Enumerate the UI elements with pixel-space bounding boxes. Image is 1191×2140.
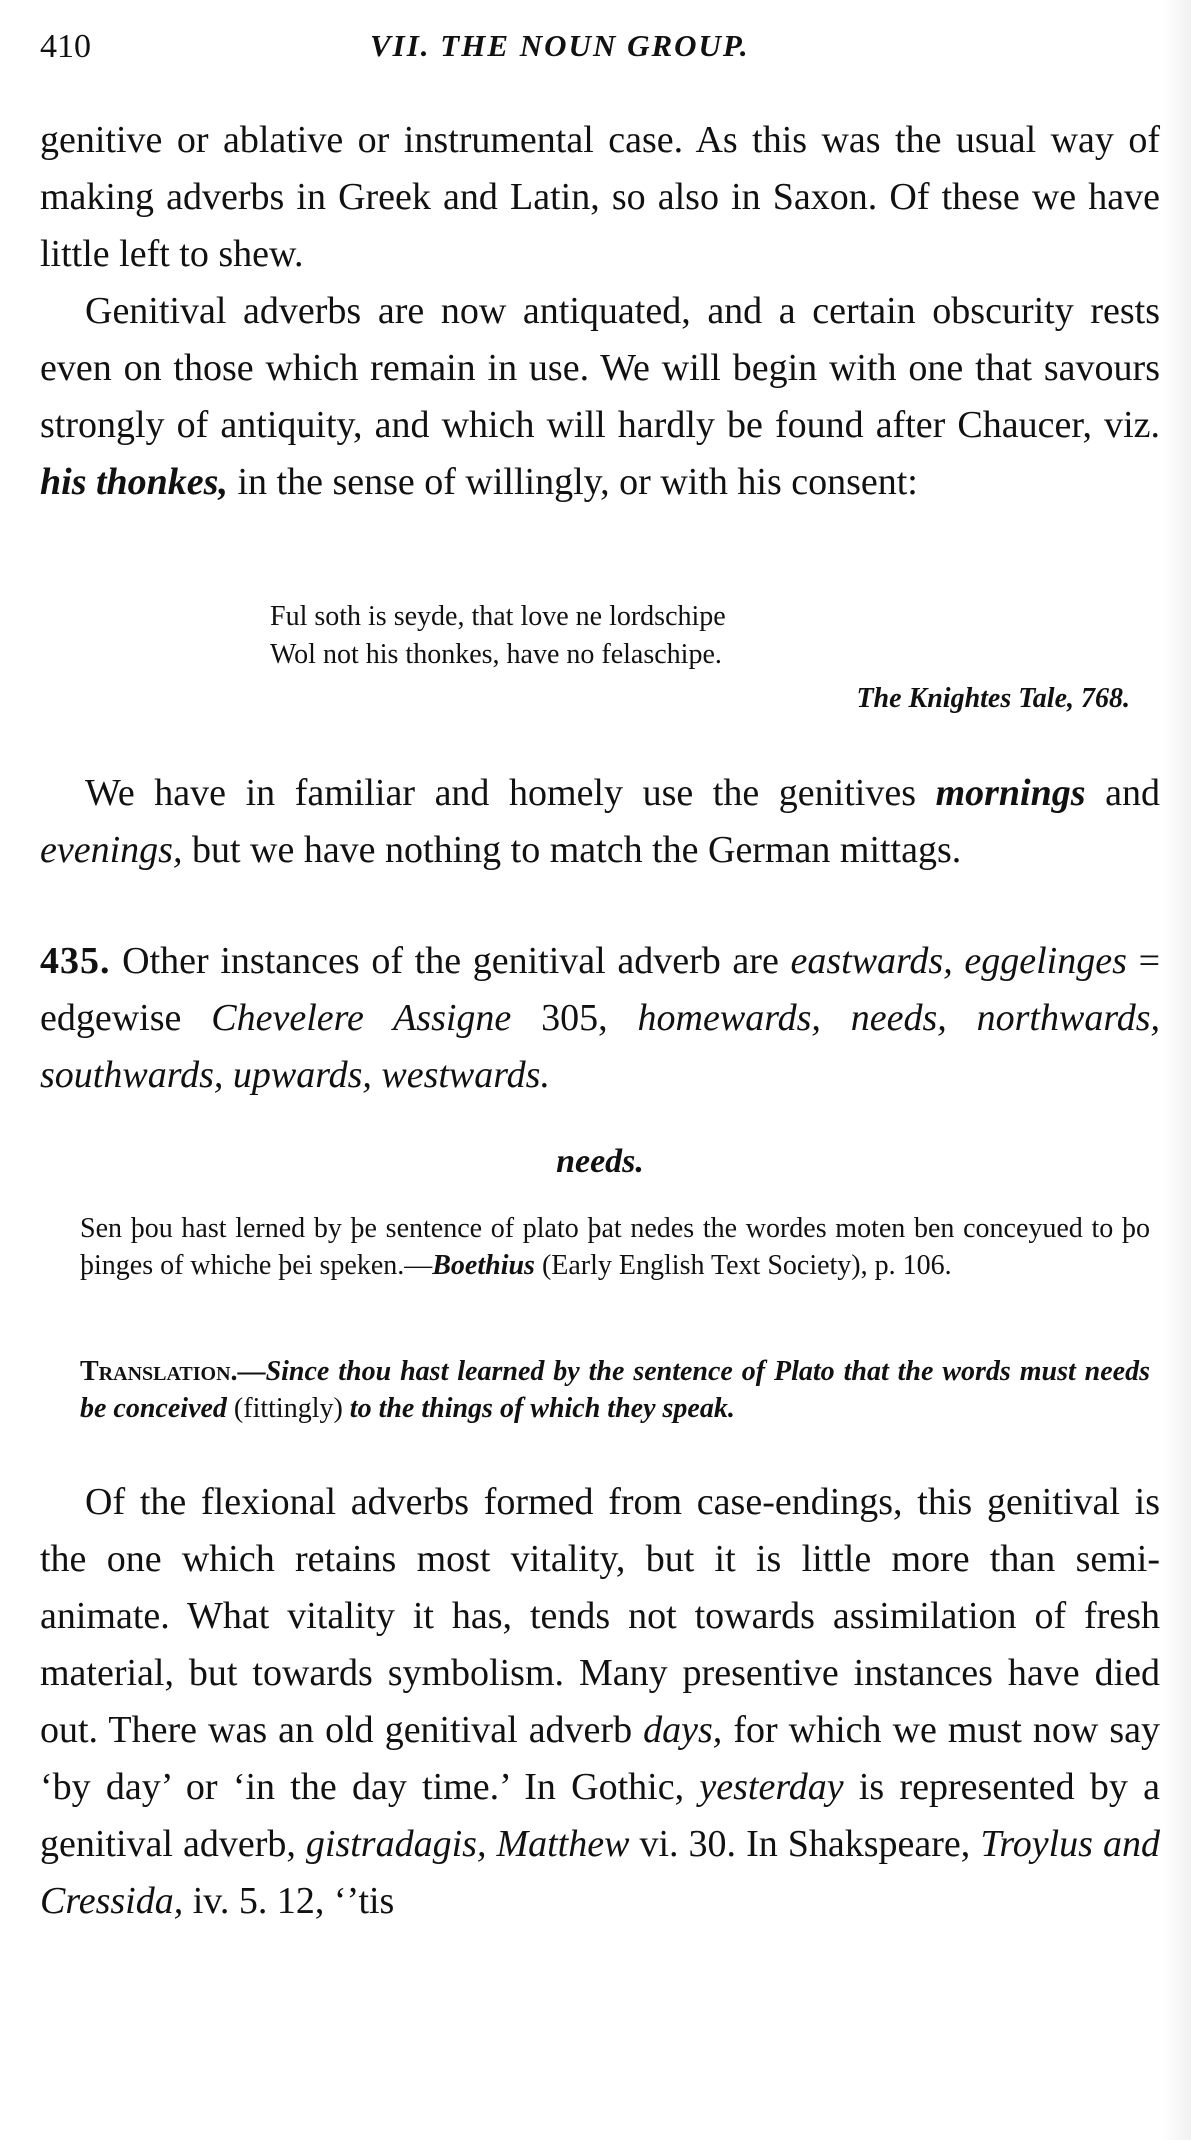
paragraph-5-text-c: for which we must now say ‘by day’ or ‘in the day time.’ In Gothic, [40,1709,1161,1808]
verse-quotation [270,598,1070,674]
quote-text-a: Sen þou hast lerned by þe sentence of plato þat nedes the wordes moten ben conceyued to þo þinges of whiche þei speken.— [80,1213,1150,1281]
translation-text-b: (fittingly) [226,1393,350,1424]
paragraph-1-text: genitive or ablative or instrumental case. As this was the usual way of making adverbs in Greek and Latin, so also in Saxon. Of these we have little left to shew. [40,119,1160,275]
paragraph-5-italic-gistradagis: gistradagis, Matthew [305,1823,630,1865]
paragraph-1 [40,112,1160,283]
paragraph-435-text-e: 305, [511,997,638,1039]
boethius-quotation [80,1210,1150,1284]
paragraph-435-text-c: = edgewise [40,940,1161,1039]
paragraph-435-text-a: Other instances of the genitival adverb are [110,940,791,982]
paragraph-3-italic-mornings: mornings [935,772,1086,814]
quote-text-c: (Early English Text Society), p. 106. [534,1250,952,1281]
paragraph-2-text-c: in the sense of willingly, or with his consent: [227,461,918,503]
paragraph-3-text-c: and [1085,772,1160,814]
paragraph-5-italic-troylus: Troylus and Cressida, [40,1823,1160,1922]
paragraph-2-text-a: Genitival adverbs are now antiquated, and a certain obscurity rests even on those which remain in use. We will begin with one that savours strongly of antiquity, and which will hardly be found after Chaucer, viz. [40,290,1160,446]
paragraph-3-text-a: We have in familiar and homely use the genitives [85,772,936,814]
paragraph-5-text-g: vi. 30. In Shakspeare, [629,1823,981,1865]
verse-line-2: Wol not his thonkes, have no felaschipe. [270,639,722,670]
paragraph-435-italic-d: Chevelere Assigne [211,997,512,1039]
citation-title: The Knightes Tale, [856,683,1074,714]
page-edge-shadow [1163,0,1191,2140]
running-head: VII. THE NOUN GROUP. [370,28,750,63]
paragraph-435-italic-b: eastwards, eggelinges [790,940,1127,982]
paragraph-5-italic-days: days, [643,1709,723,1751]
paragraph-435 [40,933,1160,1104]
page-number: 410 [40,28,91,65]
translation-text-a: Since thou hast learned by the sentence of Plato that the words must needs be conceived [80,1356,1150,1424]
paragraph-5-text-a: Of the flexional adverbs formed from case-endings, this genitival is the one which retains most vitality, but it is little more than semi-animate. What vitality it has, tends not towards assimilation of fresh material, but towards symbolism. Many presentive instances have died out. There was an old genitival adverb [40,1481,1160,1751]
verse-citation [40,683,1130,715]
page-header [40,22,1160,72]
citation-line: 768. [1074,683,1130,714]
paragraph-2-italic-term: his thonkes, [40,461,228,503]
paragraph-5 [40,1474,1160,1930]
translation-label: Translation.— [80,1356,266,1387]
paragraph-3-text-e: but we have nothing to match the German mittags. [182,829,962,871]
section-number: 435. [40,940,111,982]
paragraph-2 [40,283,1160,511]
paragraph-3-italic-evenings: evenings, [40,829,183,871]
paragraph-5-text-e: is represented by a genitival adverb, [40,1766,1160,1865]
translation-block [80,1353,1150,1427]
paragraph-435-italic-f: homewards, needs, northwards, southwards, upwards, westwards. [40,997,1161,1096]
subheading-needs: needs. [556,1143,644,1180]
verse-line-1: Ful soth is seyde, that love ne lordschipe [270,601,726,632]
quote-source: Boethius [432,1250,535,1281]
paragraph-5-text-i: iv. 5. 12, ‘’tis [183,1880,395,1922]
translation-text-c: to the things of which they speak. [349,1393,735,1424]
paragraph-5-italic-yesterday: yesterday [699,1766,844,1808]
paragraph-3 [40,765,1160,879]
